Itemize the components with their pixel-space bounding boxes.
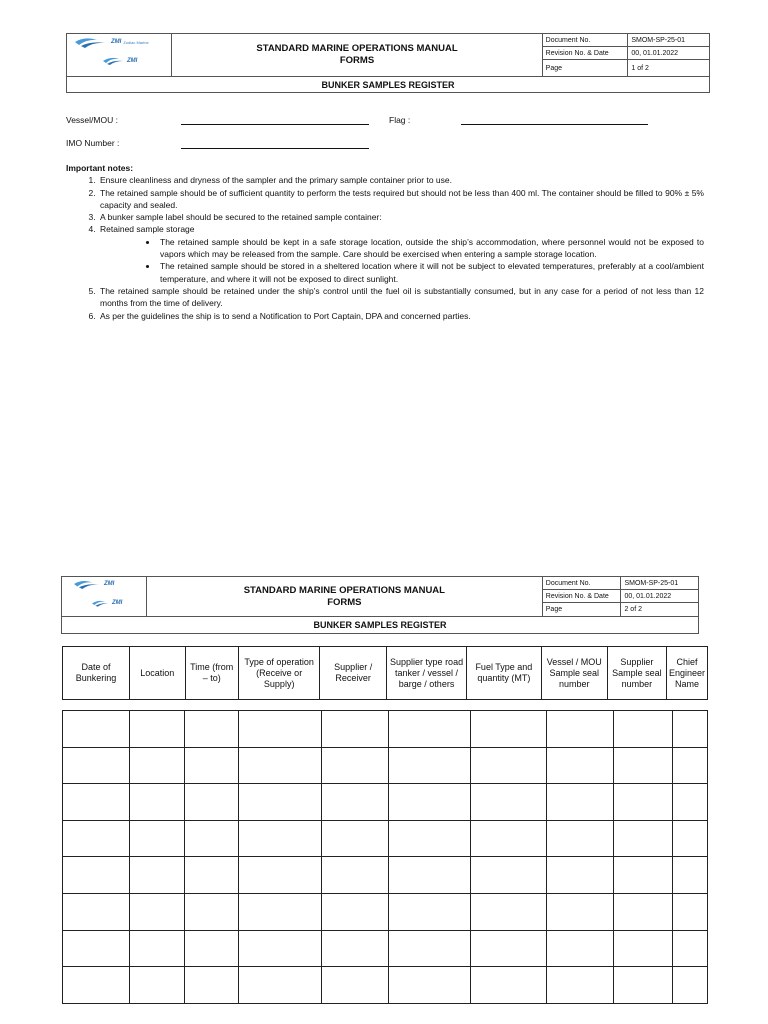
table-row [63, 967, 708, 1004]
manual-title: STANDARD MARINE OPERATIONS MANUAL FORMS [172, 34, 542, 77]
table-cell[interactable] [389, 747, 471, 784]
note-item: 3. A bunker sample label should be secured to the retained sample container: [98, 211, 704, 223]
table-cell[interactable] [673, 967, 708, 1004]
table-cell[interactable] [322, 857, 389, 894]
table-cell[interactable] [547, 930, 614, 967]
zmi-logo-icon: ZMI [74, 579, 114, 589]
table-row [63, 893, 708, 930]
doc-no-value: SMOM-SP-25-01 [621, 577, 699, 590]
notes-title: Important notes: [66, 163, 134, 173]
table-cell[interactable] [471, 784, 547, 821]
table-cell[interactable] [130, 784, 185, 821]
table-cell[interactable] [185, 893, 239, 930]
table-cell[interactable] [239, 711, 322, 748]
col-header: Supplier / Receiver [320, 647, 387, 700]
col-header: Type of operation (Receive or Supply) [238, 647, 319, 700]
zmi-logo-secondary-icon: ZMI [92, 599, 122, 607]
page1-header [66, 33, 710, 93]
table-cell[interactable] [673, 747, 708, 784]
table-cell[interactable] [185, 820, 239, 857]
table-cell[interactable] [471, 930, 547, 967]
table-cell[interactable] [614, 967, 673, 1004]
table-cell[interactable] [130, 711, 185, 748]
table-cell[interactable] [389, 820, 471, 857]
table-cell[interactable] [63, 967, 130, 1004]
table-cell[interactable] [130, 893, 185, 930]
table-cell[interactable] [547, 893, 614, 930]
table-cell[interactable] [130, 857, 185, 894]
revision-label: Revision No. & Date [542, 47, 628, 60]
table-cell[interactable] [673, 857, 708, 894]
table-cell[interactable] [389, 967, 471, 1004]
table-cell[interactable] [239, 857, 322, 894]
doc-no-value: SMOM-SP-25-01 [628, 34, 710, 47]
doc-no-label: Document No. [542, 577, 621, 590]
table-cell[interactable] [185, 784, 239, 821]
table-cell[interactable] [63, 711, 130, 748]
table-row [63, 747, 708, 784]
register-title: BUNKER SAMPLES REGISTER [67, 77, 710, 93]
table-cell[interactable] [673, 711, 708, 748]
table-cell[interactable] [673, 930, 708, 967]
revision-value: 00, 01.01.2022 [621, 590, 699, 603]
table-cell[interactable] [322, 893, 389, 930]
table-row [63, 930, 708, 967]
table-cell[interactable] [614, 784, 673, 821]
table-cell[interactable] [673, 784, 708, 821]
imo-field [66, 138, 119, 148]
table-cell[interactable] [389, 784, 471, 821]
page2-header [61, 576, 699, 634]
table-cell[interactable] [547, 857, 614, 894]
table-row [63, 820, 708, 857]
table-cell[interactable] [471, 747, 547, 784]
table-cell[interactable] [471, 820, 547, 857]
table-cell[interactable] [239, 893, 322, 930]
page-label: Page [542, 60, 628, 77]
note-item: 2. The retained sample should be of sufficient quantity to perform the tests required but should not be less than 400 ml. The container should be filled to 90% ± 5% capacity and sealed. [98, 187, 704, 212]
manual-title: STANDARD MARINE OPERATIONS MANUAL FORMS [146, 577, 542, 617]
page-value: 2 of 2 [621, 603, 699, 617]
table-cell[interactable] [63, 930, 130, 967]
table-cell[interactable] [471, 711, 547, 748]
col-header: Vessel / MOU Sample seal number [541, 647, 607, 700]
storage-bullets [100, 236, 704, 285]
table-cell[interactable] [239, 747, 322, 784]
table-cell[interactable] [547, 747, 614, 784]
company-logo [62, 577, 147, 617]
table-cell[interactable] [185, 967, 239, 1004]
table-row [63, 857, 708, 894]
vessel-field [66, 115, 118, 125]
table-cell[interactable] [322, 784, 389, 821]
storage-bullet: • The retained sample should be stored in a sheltered location where it will not be subject to elevated temperatures, preferably at a cool/ambient temperature, and where it will not be exposed to direct sunlight. [158, 260, 704, 285]
table-cell[interactable] [471, 893, 547, 930]
imo-input-line[interactable] [181, 138, 369, 149]
table-cell[interactable] [389, 893, 471, 930]
page-label: Page [542, 603, 621, 617]
col-header: Location [130, 647, 185, 700]
col-header: Chief Engineer Name [666, 647, 707, 700]
table-cell[interactable] [471, 857, 547, 894]
table-cell[interactable] [614, 820, 673, 857]
table-cell[interactable] [63, 820, 130, 857]
table-cell[interactable] [322, 930, 389, 967]
table-cell[interactable] [547, 820, 614, 857]
table-cell[interactable] [614, 747, 673, 784]
table-cell[interactable] [322, 747, 389, 784]
table-cell[interactable] [389, 857, 471, 894]
table-cell[interactable] [239, 967, 322, 1004]
table-cell[interactable] [63, 747, 130, 784]
register-column-headers [62, 646, 708, 700]
table-cell[interactable] [471, 967, 547, 1004]
table-cell[interactable] [614, 893, 673, 930]
table-cell[interactable] [389, 711, 471, 748]
flag-label: Flag : [389, 115, 411, 125]
table-cell[interactable] [185, 930, 239, 967]
col-header: Fuel Type and quantity (MT) [467, 647, 542, 700]
table-cell[interactable] [63, 857, 130, 894]
note-item [98, 223, 704, 284]
table-cell[interactable] [130, 967, 185, 1004]
vessel-input-line[interactable] [181, 114, 369, 125]
revision-value: 00, 01.01.2022 [628, 47, 710, 60]
zmi-logo-icon: ZMI Zodiac Marine [75, 36, 149, 48]
table-cell[interactable] [614, 857, 673, 894]
col-header: Date of Bunkering [63, 647, 130, 700]
flag-input-line[interactable] [461, 114, 648, 125]
col-header: Supplier type road tanker / vessel / barge / others [386, 647, 466, 700]
table-cell[interactable] [185, 857, 239, 894]
table-cell[interactable] [322, 820, 389, 857]
table-cell[interactable] [239, 784, 322, 821]
col-header: Supplier Sample seal number [607, 647, 666, 700]
table-cell[interactable] [673, 893, 708, 930]
table-cell[interactable] [614, 711, 673, 748]
table-cell[interactable] [130, 747, 185, 784]
register-body [62, 710, 708, 1004]
note-item: 1. Ensure cleanliness and dryness of the sampler and the primary sample container prior to use. [98, 174, 704, 186]
table-cell[interactable] [239, 930, 322, 967]
table-cell[interactable] [185, 711, 239, 748]
col-header: Time (from – to) [185, 647, 238, 700]
revision-label: Revision No. & Date [542, 590, 621, 603]
table-cell[interactable] [185, 747, 239, 784]
table-cell[interactable] [389, 930, 471, 967]
table-cell[interactable] [322, 967, 389, 1004]
table-cell[interactable] [63, 784, 130, 821]
table-cell[interactable] [547, 967, 614, 1004]
doc-no-label: Document No. [542, 34, 628, 47]
imo-label: IMO Number : [66, 138, 120, 148]
table-cell[interactable] [63, 893, 130, 930]
zmi-logo-secondary-icon: ZMI [103, 56, 137, 65]
register-title: BUNKER SAMPLES REGISTER [62, 617, 699, 634]
table-cell[interactable] [614, 930, 673, 967]
note-item-text: Retained sample storage [100, 224, 195, 235]
table-cell[interactable] [547, 711, 614, 748]
company-logo [67, 34, 172, 77]
table-row [63, 784, 708, 821]
table-cell[interactable] [239, 820, 322, 857]
notes-list [66, 174, 704, 322]
note-item: 6. As per the guidelines the ship is to send a Notification to Port Captain, DPA and concerned parties. [98, 310, 704, 322]
table-cell[interactable] [130, 820, 185, 857]
storage-bullet: • The retained sample should be kept in a safe storage location, outside the ship’s accommodation, where personnel would not be exposed to vapors which may be released from the sample. Care should be exercised when entering a sample storage location. [158, 236, 704, 261]
page-value: 1 of 2 [628, 60, 710, 77]
vessel-label: Vessel/MOU : [66, 115, 118, 125]
flag-field [389, 115, 410, 125]
note-item: 5. The retained sample should be retained under the ship’s control until the fuel oil is substantially consumed, but in any case for a period of not less than 12 months from the time of delivery. [98, 285, 704, 310]
important-notes [66, 162, 704, 322]
table-cell[interactable] [322, 711, 389, 748]
table-cell[interactable] [130, 930, 185, 967]
table-cell[interactable] [547, 784, 614, 821]
table-cell[interactable] [673, 820, 708, 857]
table-row [63, 711, 708, 748]
